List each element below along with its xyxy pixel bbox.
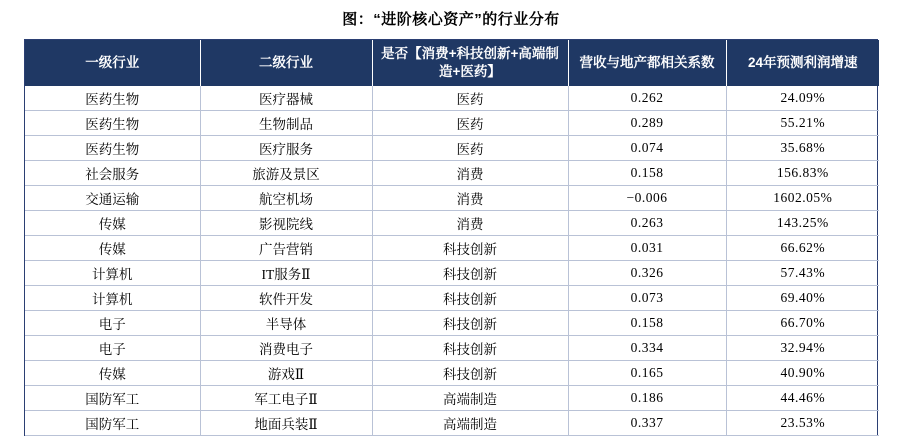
table-row xyxy=(25,311,879,336)
table-row xyxy=(25,361,879,386)
cell-profit-growth-2024: 35.68% xyxy=(726,136,879,161)
table-row xyxy=(25,111,879,136)
cell-secondary-industry: IT服务Ⅱ xyxy=(200,261,372,286)
cell-primary-industry: 计算机 xyxy=(25,286,200,311)
cell-secondary-industry: 军工电子Ⅱ xyxy=(200,386,372,411)
cell-secondary-industry: 半导体 xyxy=(200,311,372,336)
cell-secondary-industry: 游戏Ⅱ xyxy=(200,361,372,386)
cell-revenue-correlation: 0.262 xyxy=(568,86,726,111)
cell-profit-growth-2024: 44.46% xyxy=(726,386,879,411)
table-row xyxy=(25,186,879,211)
cell-category-flag: 高端制造 xyxy=(372,411,568,436)
cell-revenue-correlation: 0.326 xyxy=(568,261,726,286)
table-row xyxy=(25,86,879,111)
table-header-row xyxy=(25,40,879,86)
table-row xyxy=(25,236,879,261)
table-row xyxy=(25,411,879,436)
cell-profit-growth-2024: 24.09% xyxy=(726,86,879,111)
cell-secondary-industry: 广告营销 xyxy=(200,236,372,261)
cell-category-flag: 医药 xyxy=(372,136,568,161)
cell-secondary-industry: 旅游及景区 xyxy=(200,161,372,186)
cell-revenue-correlation: 0.158 xyxy=(568,161,726,186)
column-header-primary-industry: 一级行业 xyxy=(25,40,200,86)
cell-secondary-industry: 影视院线 xyxy=(200,211,372,236)
cell-secondary-industry: 医疗器械 xyxy=(200,86,372,111)
cell-revenue-correlation: 0.158 xyxy=(568,311,726,336)
table-header xyxy=(25,40,879,86)
page-title: 图：“进阶核心资产”的行业分布 xyxy=(342,11,560,28)
cell-primary-industry: 国防军工 xyxy=(25,411,200,436)
cell-secondary-industry: 软件开发 xyxy=(200,286,372,311)
table-row xyxy=(25,261,879,286)
cell-primary-industry: 电子 xyxy=(25,311,200,336)
cell-secondary-industry: 地面兵装Ⅱ xyxy=(200,411,372,436)
cell-primary-industry: 国防军工 xyxy=(25,386,200,411)
cell-profit-growth-2024: 32.94% xyxy=(726,336,879,361)
cell-secondary-industry: 医疗服务 xyxy=(200,136,372,161)
column-header-secondary-industry: 二级行业 xyxy=(200,40,372,86)
cell-revenue-correlation: 0.073 xyxy=(568,286,726,311)
industry-distribution-table xyxy=(25,40,879,436)
cell-category-flag: 科技创新 xyxy=(372,236,568,261)
cell-profit-growth-2024: 66.70% xyxy=(726,311,879,336)
cell-primary-industry: 传媒 xyxy=(25,361,200,386)
cell-primary-industry: 医药生物 xyxy=(25,136,200,161)
cell-primary-industry: 社会服务 xyxy=(25,161,200,186)
cell-profit-growth-2024: 66.62% xyxy=(726,236,879,261)
cell-category-flag: 科技创新 xyxy=(372,336,568,361)
cell-category-flag: 科技创新 xyxy=(372,261,568,286)
cell-profit-growth-2024: 69.40% xyxy=(726,286,879,311)
cell-revenue-correlation: 0.165 xyxy=(568,361,726,386)
cell-profit-growth-2024: 55.21% xyxy=(726,111,879,136)
cell-revenue-correlation: 0.289 xyxy=(568,111,726,136)
cell-primary-industry: 电子 xyxy=(25,336,200,361)
column-header-category-flag: 是否【消费+科技创新+高端制造+医药】 xyxy=(372,40,568,86)
table-row xyxy=(25,136,879,161)
cell-revenue-correlation: 0.186 xyxy=(568,386,726,411)
table-row xyxy=(25,286,879,311)
column-header-revenue-correlation: 营收与地产都相关系数 xyxy=(568,40,726,86)
cell-profit-growth-2024: 40.90% xyxy=(726,361,879,386)
table-row xyxy=(25,336,879,361)
cell-revenue-correlation: 0.337 xyxy=(568,411,726,436)
cell-profit-growth-2024: 57.43% xyxy=(726,261,879,286)
cell-primary-industry: 医药生物 xyxy=(25,111,200,136)
cell-revenue-correlation: 0.074 xyxy=(568,136,726,161)
cell-category-flag: 医药 xyxy=(372,86,568,111)
cell-category-flag: 科技创新 xyxy=(372,286,568,311)
cell-profit-growth-2024: 156.83% xyxy=(726,161,879,186)
table-row xyxy=(25,161,879,186)
cell-primary-industry: 传媒 xyxy=(25,236,200,261)
cell-revenue-correlation: 0.263 xyxy=(568,211,726,236)
cell-category-flag: 消费 xyxy=(372,186,568,211)
cell-category-flag: 消费 xyxy=(372,161,568,186)
cell-secondary-industry: 生物制品 xyxy=(200,111,372,136)
cell-category-flag: 科技创新 xyxy=(372,311,568,336)
cell-primary-industry: 医药生物 xyxy=(25,86,200,111)
cell-profit-growth-2024: 23.53% xyxy=(726,411,879,436)
cell-secondary-industry: 航空机场 xyxy=(200,186,372,211)
table-body xyxy=(25,86,879,436)
cell-category-flag: 消费 xyxy=(372,211,568,236)
cell-secondary-industry: 消费电子 xyxy=(200,336,372,361)
column-header-profit-growth-2024: 24年预测利润增速 xyxy=(726,40,879,86)
cell-primary-industry: 计算机 xyxy=(25,261,200,286)
cell-category-flag: 医药 xyxy=(372,111,568,136)
cell-primary-industry: 交通运输 xyxy=(25,186,200,211)
cell-primary-industry: 传媒 xyxy=(25,211,200,236)
cell-category-flag: 高端制造 xyxy=(372,386,568,411)
table-row xyxy=(25,211,879,236)
cell-revenue-correlation: 0.334 xyxy=(568,336,726,361)
table-container xyxy=(24,39,878,436)
cell-profit-growth-2024: 1602.05% xyxy=(726,186,879,211)
cell-revenue-correlation: −0.006 xyxy=(568,186,726,211)
cell-category-flag: 科技创新 xyxy=(372,361,568,386)
cell-profit-growth-2024: 143.25% xyxy=(726,211,879,236)
table-row xyxy=(25,386,879,411)
cell-revenue-correlation: 0.031 xyxy=(568,236,726,261)
